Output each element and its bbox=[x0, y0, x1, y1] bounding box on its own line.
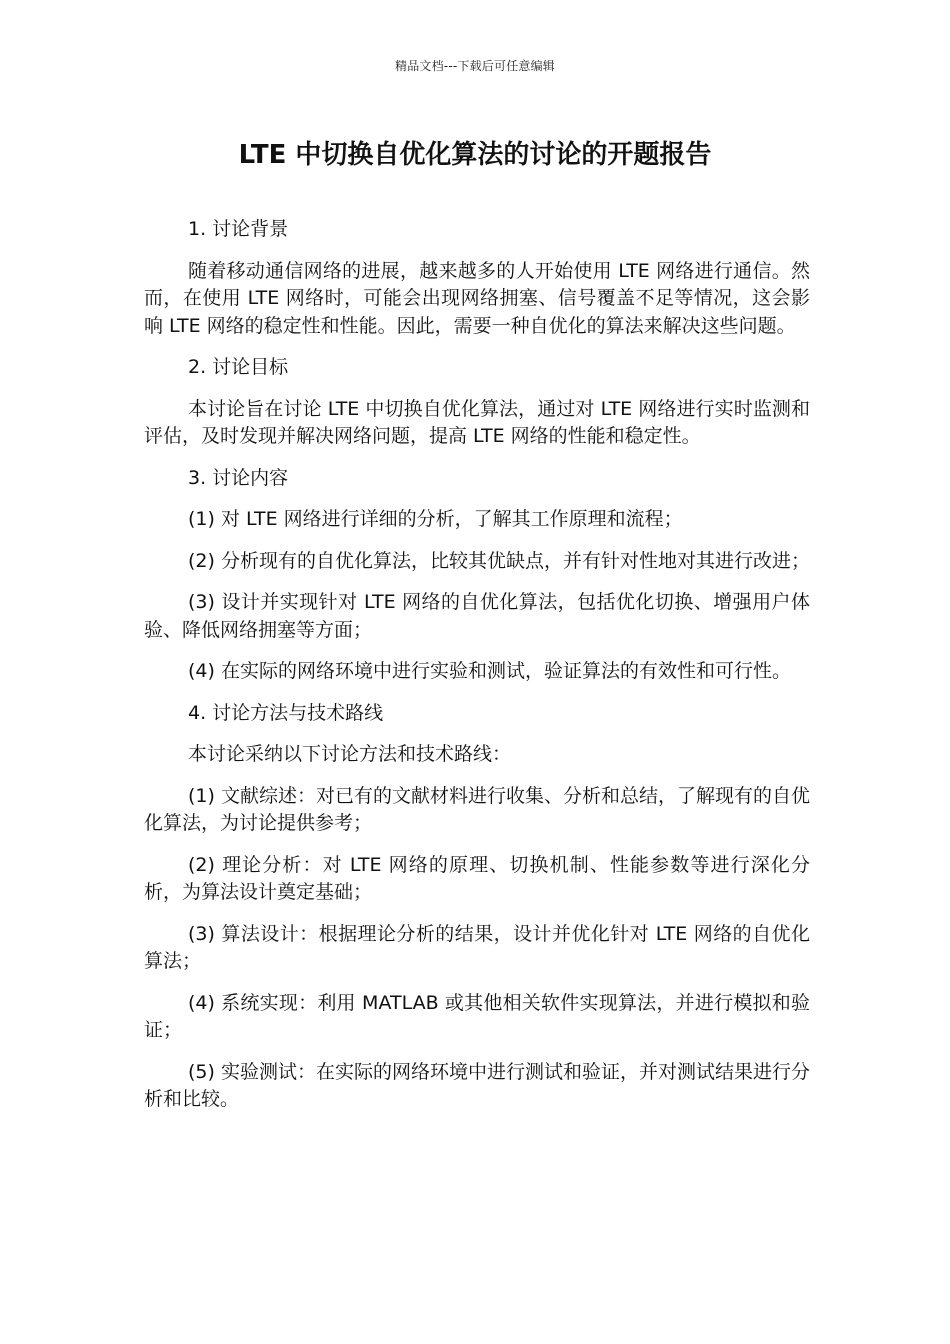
paragraph-background: 随着移动通信网络的进展，越来越多的人开始使用 LTE 网络进行通信。然而，在使用 LTE 网络时，可能会出现网络拥塞、信号覆盖不足等情况，这会影响 LTE 网络的稳定性和性能。因此，需要一种自优化的算法来解决这些问题。 bbox=[144, 259, 810, 337]
document-title: LTE 中切换自优化算法的讨论的开题报告 bbox=[238, 140, 712, 170]
content-item-1: (1) 对 LTE 网络进行详细的分析，了解其工作原理和流程； bbox=[188, 508, 683, 530]
content-item-3: (3) 设计并实现针对 LTE 网络的自优化算法，包括优化切换、增强用户体验、降低网络拥塞等方面； bbox=[144, 591, 810, 641]
header-note: 精品文档---下载后可任意编辑 bbox=[395, 59, 555, 73]
paragraph-objective: 本讨论旨在讨论 LTE 中切换自优化算法，通过对 LTE 网络进行实时监测和评估，及时发现并解决网络问题，提高 LTE 网络的性能和稳定性。 bbox=[144, 397, 810, 447]
content-item-4: (4) 在实际的网络环境中进行实验和测试，验证算法的有效性和可行性。 bbox=[188, 660, 791, 682]
methods-intro: 本讨论采纳以下讨论方法和技术路线： bbox=[188, 743, 512, 765]
method-item-1: (1) 文献综述：对已有的文献材料进行收集、分析和总结，了解现有的自优化算法，为讨论提供参考； bbox=[144, 784, 810, 834]
section-heading-objective: 2. 讨论目标 bbox=[188, 356, 289, 378]
content-item-2: (2) 分析现有的自优化算法，比较其优缺点，并有针对性地对其进行改进； bbox=[188, 549, 810, 572]
section-heading-background: 1. 讨论背景 bbox=[188, 218, 289, 240]
method-item-2: (2) 理论分析：对 LTE 网络的原理、切换机制、性能参数等进行深化分析，为算法设计奠定基础； bbox=[144, 853, 810, 903]
method-item-5: (5) 实验测试：在实际的网络环境中进行测试和验证，并对测试结果进行分析和比较。 bbox=[144, 1060, 810, 1110]
method-item-4: (4) 系统实现：利用 MATLAB 或其他相关软件实现算法，并进行模拟和验证； bbox=[144, 991, 810, 1041]
section-heading-content: 3. 讨论内容 bbox=[188, 466, 289, 489]
method-item-3: (3) 算法设计：根据理论分析的结果，设计并优化针对 LTE 网络的自优化算法； bbox=[144, 922, 810, 972]
section-heading-methods: 4. 讨论方法与技术路线 bbox=[188, 701, 384, 724]
document-body bbox=[144, 216, 810, 1128]
